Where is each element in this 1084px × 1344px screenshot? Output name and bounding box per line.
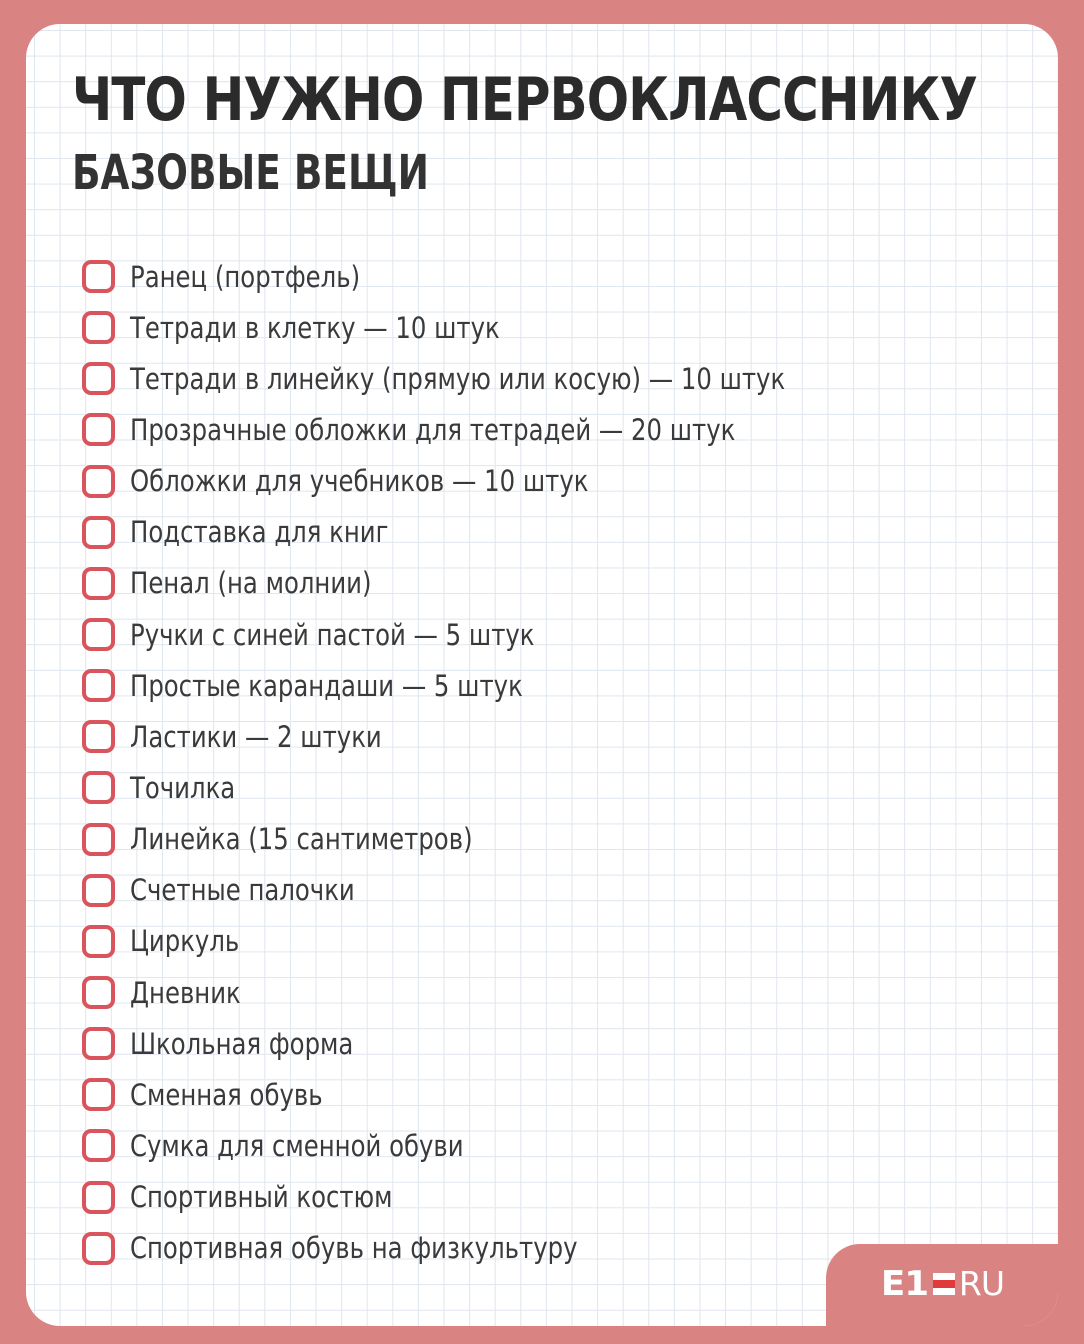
checklist-item-label: Точилка	[130, 770, 236, 805]
checklist-item[interactable]	[82, 967, 910, 1018]
checkbox[interactable]	[82, 1129, 115, 1162]
checklist-item-label: Обложки для учебников — 10 штук	[130, 464, 589, 499]
checklist-item[interactable]	[82, 251, 910, 302]
checklist-item[interactable]	[82, 660, 910, 711]
checklist-item-label: Сменная обувь	[130, 1077, 323, 1112]
checklist-item[interactable]	[82, 302, 910, 353]
checklist-item-label: Циркуль	[130, 924, 240, 959]
checklist-item-label: Пенал (на молнии)	[130, 566, 372, 601]
checklist-item[interactable]	[82, 814, 910, 865]
page-subtitle: БАЗОВЫЕ ВЕЩИ	[72, 145, 429, 201]
checklist-item[interactable]	[82, 865, 910, 916]
checklist-item-label: Счетные палочки	[130, 873, 355, 908]
checklist-item-label: Простые карандаши — 5 штук	[130, 668, 523, 703]
checkbox[interactable]	[82, 1232, 115, 1265]
checkbox[interactable]	[82, 771, 115, 804]
checklist-item-label: Дневник	[130, 975, 241, 1010]
checklist-item[interactable]	[82, 1018, 910, 1069]
checkbox[interactable]	[82, 1078, 115, 1111]
checkbox[interactable]	[82, 925, 115, 958]
checklist-item[interactable]	[82, 762, 910, 813]
checklist-item-label: Ручки с синей пастой — 5 штук	[130, 617, 535, 652]
checkbox[interactable]	[82, 976, 115, 1009]
logo-square-icon	[933, 1273, 955, 1295]
checklist-item-label: Спортивный костюм	[130, 1180, 393, 1215]
e1-logo[interactable]	[882, 1264, 1004, 1304]
checklist-item-label: Ластики — 2 штуки	[130, 719, 382, 754]
checklist-item-label: Сумка для сменной обуви	[130, 1128, 464, 1163]
checklist-item[interactable]	[82, 558, 910, 609]
checkbox[interactable]	[82, 311, 115, 344]
checklist-item-label: Тетради в линейку (прямую или косую) — 10 штук	[130, 361, 786, 396]
checkbox[interactable]	[82, 823, 115, 856]
checklist-item-label: Прозрачные обложки для тетрадей — 20 штук	[130, 412, 736, 447]
checklist-item[interactable]	[82, 1172, 910, 1223]
checklist-item[interactable]	[82, 404, 910, 455]
checkbox[interactable]	[82, 260, 115, 293]
checklist-item-label: Тетради в клетку — 10 штук	[130, 310, 500, 345]
logo-tab	[826, 1244, 1058, 1326]
checklist-item[interactable]	[82, 353, 910, 404]
checklist-item[interactable]	[82, 456, 910, 507]
checklist-item[interactable]	[82, 609, 910, 660]
checklist-item[interactable]	[82, 1069, 910, 1120]
checklist-item-label: Ранец (портфель)	[130, 259, 361, 294]
checklist-item[interactable]	[82, 711, 910, 762]
checkbox[interactable]	[82, 1181, 115, 1214]
page-title: ЧТО НУЖНО ПЕРВОКЛАССНИКУ	[72, 65, 978, 135]
checklist-item-label: Школьная форма	[130, 1026, 354, 1061]
checklist-item[interactable]	[82, 916, 910, 967]
checkbox[interactable]	[82, 669, 115, 702]
checklist-card	[26, 24, 1058, 1326]
checkbox[interactable]	[82, 618, 115, 651]
checkbox[interactable]	[82, 465, 115, 498]
checklist-item-label: Линейка (15 сантиметров)	[130, 822, 473, 857]
checklist-item-label: Подставка для книг	[130, 515, 389, 550]
checklist-item[interactable]	[82, 1120, 910, 1171]
logo-ru-text: RU	[958, 1264, 1004, 1303]
checklist	[82, 251, 910, 1274]
checkbox[interactable]	[82, 362, 115, 395]
checkbox[interactable]	[82, 567, 115, 600]
checklist-item[interactable]	[82, 507, 910, 558]
checkbox[interactable]	[82, 1027, 115, 1060]
checkbox[interactable]	[82, 413, 115, 446]
checkbox[interactable]	[82, 874, 115, 907]
logo-e1-text: E1	[880, 1264, 929, 1304]
checkbox[interactable]	[82, 516, 115, 549]
checklist-item[interactable]	[82, 1223, 910, 1274]
checklist-item-label: Спортивная обувь на физкультуру	[130, 1231, 578, 1266]
checkbox[interactable]	[82, 720, 115, 753]
